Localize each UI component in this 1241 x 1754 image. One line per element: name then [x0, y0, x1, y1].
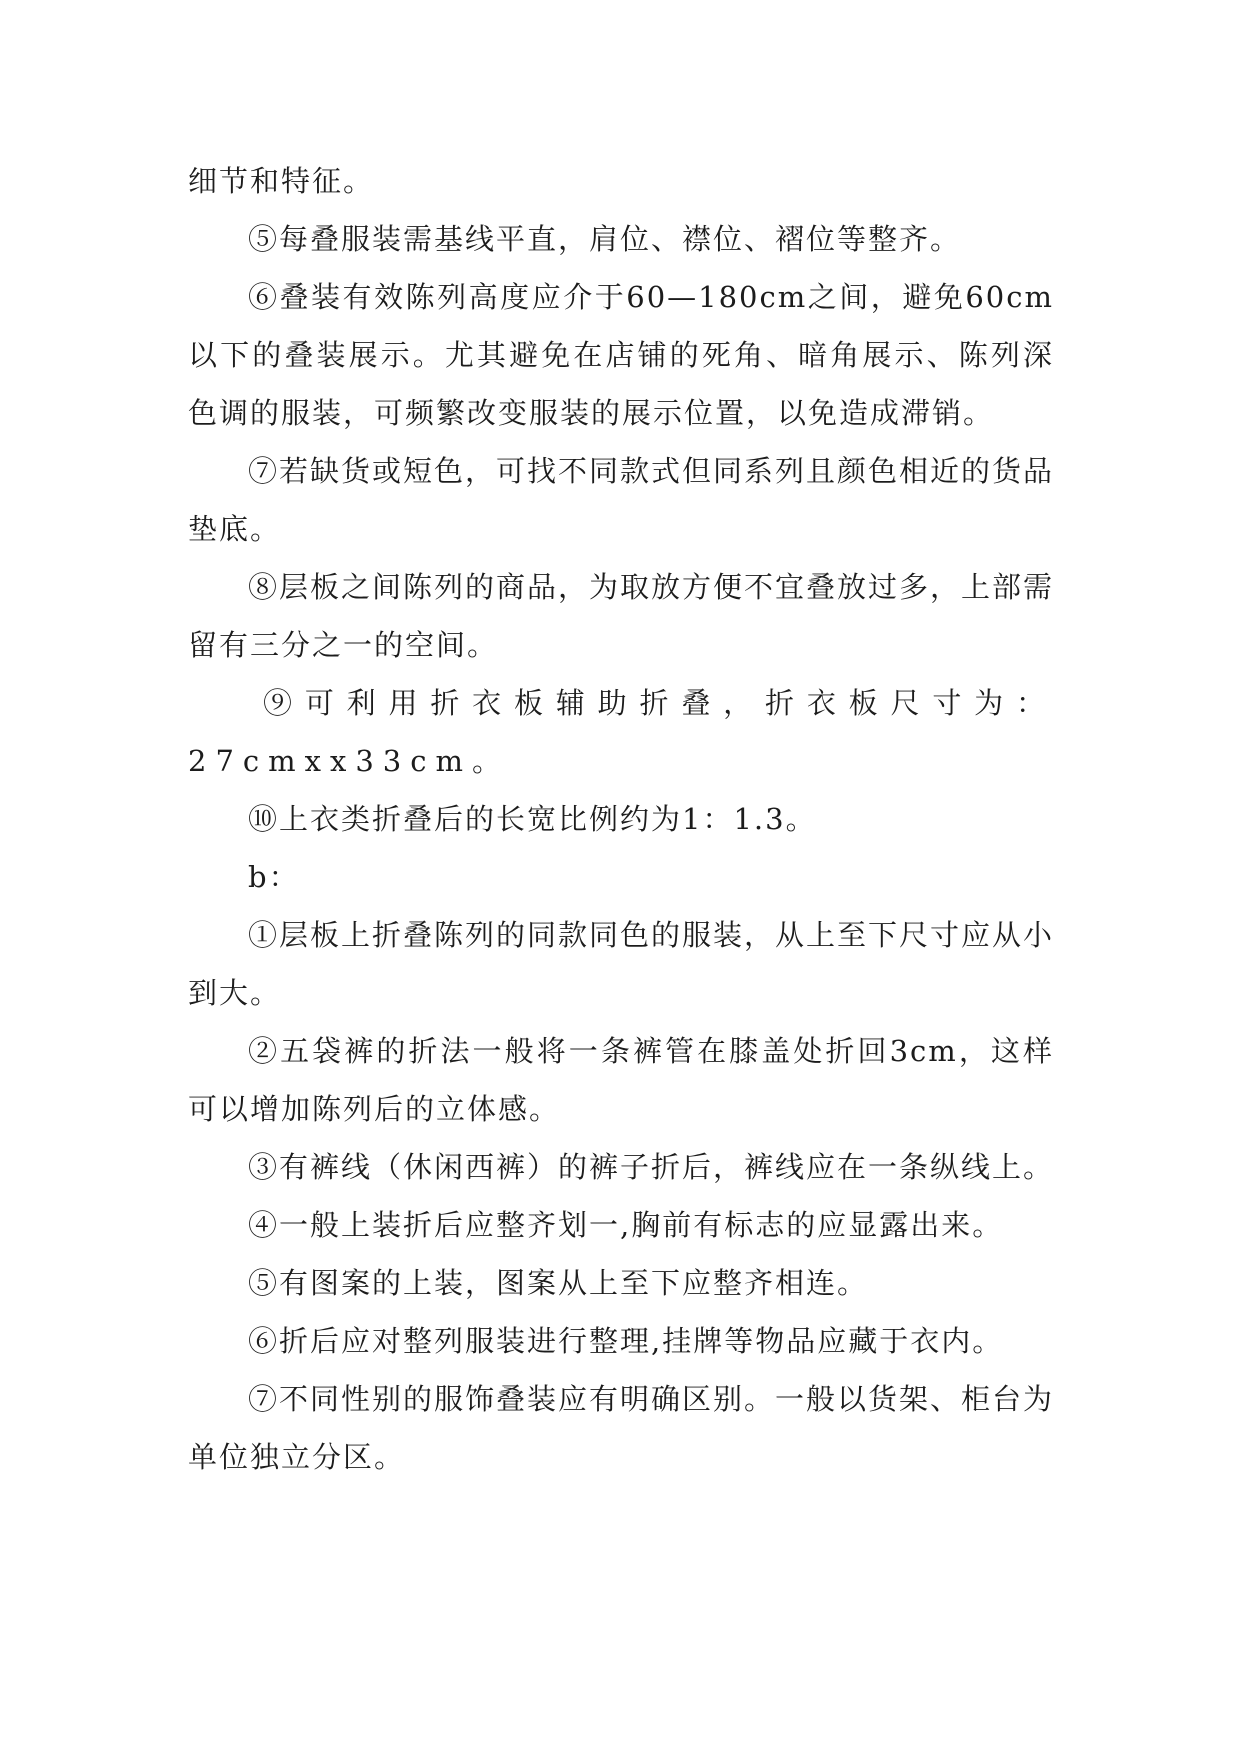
paragraph-b-item-3: ③有裤线（休闲西裤）的裤子折后，裤线应在一条纵线上。 — [248, 1150, 1055, 1184]
section-label-b: b： — [248, 860, 300, 894]
document-body — [188, 152, 1054, 1486]
paragraph-b-item-1: ①层板上折叠陈列的同款同色的服装，从上至下尺寸应从小到大。 — [188, 918, 1055, 1010]
paragraph-b-item-4: ④一般上装折后应整齐划一,胸前有标志的应显露出来。 — [248, 1208, 1004, 1242]
paragraph-b-item-6: ⑥折后应对整列服装进行整理,挂牌等物品应藏于衣内。 — [248, 1324, 1004, 1358]
paragraph-item-5: ⑤每叠服装需基线平直，肩位、襟位、褶位等整齐。 — [248, 222, 962, 256]
paragraph-item-7: ⑦若缺货或短色，可找不同款式但同系列且颜色相近的货品垫底。 — [188, 454, 1055, 546]
paragraph-item-9: ⑨可利用折衣板辅助折叠，折衣板尺寸为：27cmxx33cm。 — [188, 686, 1054, 778]
paragraph-b-item-2: ②五袋裤的折法一般将一条裤管在膝盖处折回3cm，这样可以增加陈列后的立体感。 — [188, 1034, 1054, 1126]
paragraph-b-item-5: ⑤有图案的上装，图案从上至下应整齐相连。 — [248, 1266, 869, 1300]
paragraph-item-10: ⑩上衣类折叠后的长宽比例约为1：1.3。 — [248, 802, 817, 836]
paragraph-continuation: 细节和特征。 — [188, 164, 375, 198]
paragraph-item-6: ⑥叠装有效陈列高度应介于60—180cm之间，避免60cm以下的叠装展示。尤其避免在店铺的死角、暗角展示、陈列深色调的服装，可频繁改变服装的展示位置，以免造成滞销。 — [188, 280, 1054, 430]
paragraph-item-8: ⑧层板之间陈列的商品，为取放方便不宜叠放过多，上部需留有三分之一的空间。 — [188, 570, 1055, 662]
paragraph-b-item-7: ⑦不同性别的服饰叠装应有明确区别。一般以货架、柜台为单位独立分区。 — [188, 1382, 1055, 1474]
